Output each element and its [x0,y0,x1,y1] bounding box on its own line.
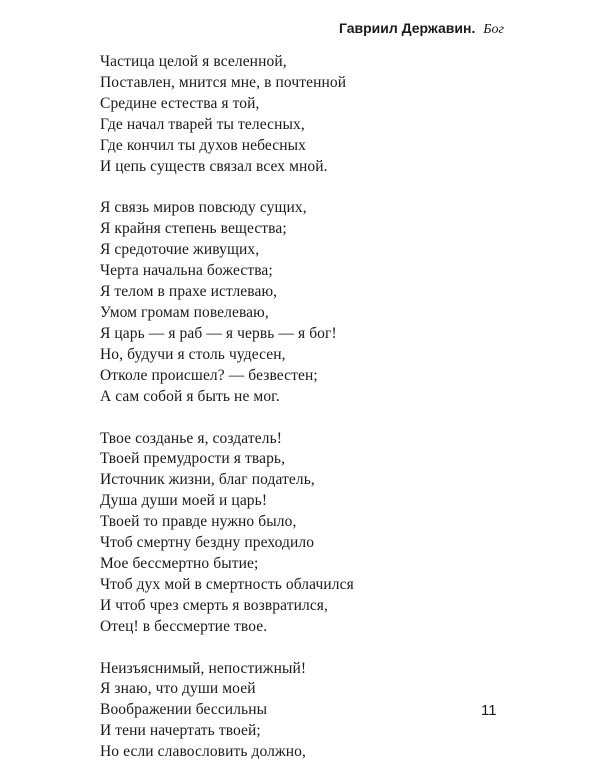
poem-line: И тени начертать твоей; [100,722,261,740]
poem-line: Отколе происшел? — безвестен; [100,366,318,384]
poem-line: Я царь — я раб — я червь — я бог! [100,324,337,342]
poem-line: Источник жизни, благ податель, [100,471,315,489]
poem-line: И цепь существ связал всех мной. [100,157,328,175]
poem-line: Но, будучи я столь чудесен, [100,345,286,363]
poem-text [100,52,480,763]
poem-line: Чтоб смертну бездну преходило [100,534,315,552]
stanza [100,52,480,177]
poem-line: Твое созданье я, создатель! [100,429,282,447]
poem-line: Где кончил ты духов небесных [100,136,306,154]
header-author: Гавриил Державин. [338,20,476,36]
poem-line: Поставлен, мнится мне, в почтенной [100,73,347,91]
stanza [100,659,480,763]
poem-line: Отец! в бессмертие твое. [100,617,268,635]
poem-line: А сам собой я быть не мог. [100,387,280,405]
poem-line: И чтоб чрез смерть я возвратился, [100,596,329,614]
poem-line: Воображении бессильны [100,701,268,719]
poem-line: Твоей то правде нужно было, [100,513,297,531]
poem-line: Я знаю, что души моей [100,680,256,698]
poem-line: Неизъяснимый, непостижный! [100,659,307,677]
page-number: 11 [481,702,497,719]
poem-line: Я связь миров повсюду сущих, [100,199,307,217]
poem-line: Я средоточие живущих, [100,241,260,259]
poem-line: Я крайня степень вещества; [100,220,287,238]
poem-line: Чтоб дух мой в смертность облачился [100,575,354,593]
stanza [100,429,480,638]
header-title: Бог [483,22,504,37]
poem-line: Мое бессмертно бытие; [100,554,259,572]
poem-line: Но если славословить должно, [100,743,307,761]
poem-line: Средине естества я той, [100,94,260,112]
poem-line: Умом громам повелеваю, [100,303,269,321]
poem-line: Твоей премудрости я тварь, [100,450,286,468]
poem-line: Душа души моей и царь! [100,492,268,510]
poem-line: Частица целой я вселенной, [100,53,287,70]
poem-line: Я телом в прахе истлеваю, [100,283,278,301]
running-header [339,20,504,38]
poem-line: Черта начальна божества; [100,262,273,280]
stanza [100,198,480,407]
poem-line: Где начал тварей ты телесных, [100,115,305,133]
